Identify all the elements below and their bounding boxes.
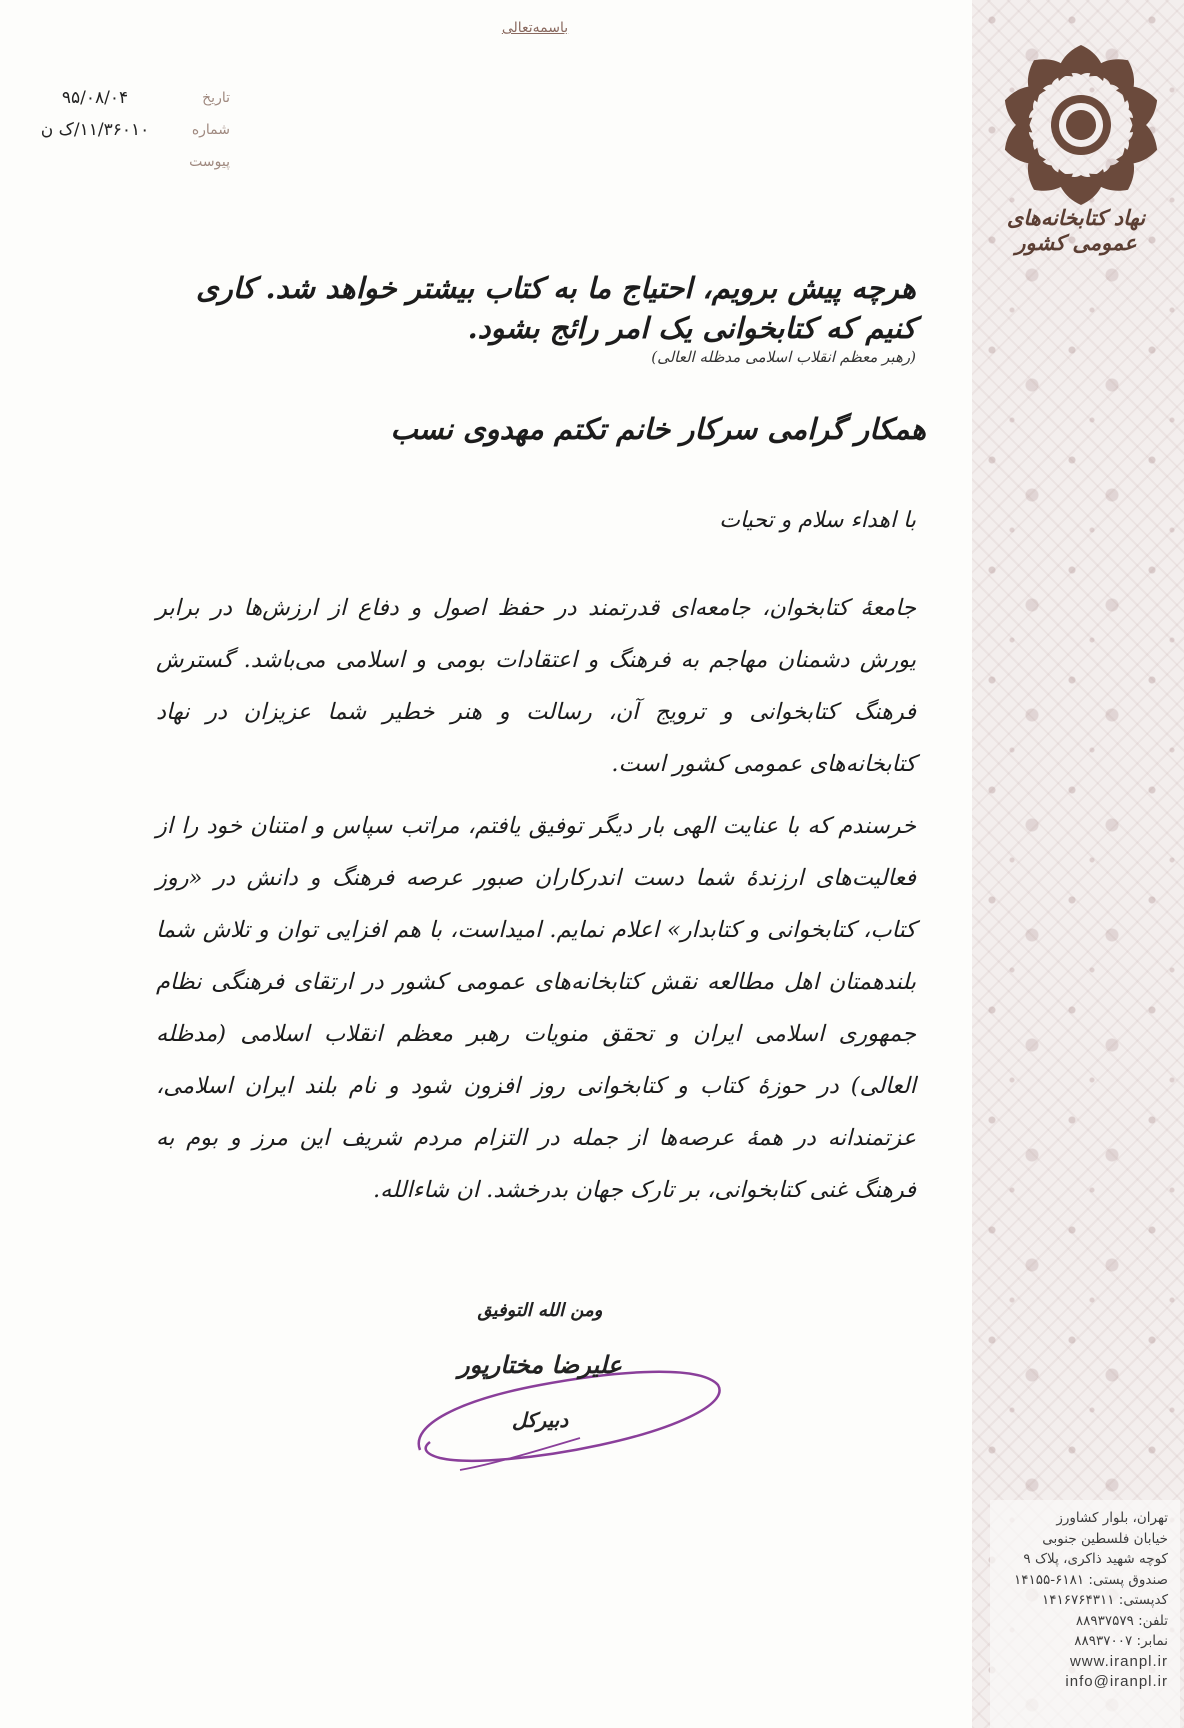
- letter-meta: [40, 90, 230, 186]
- contact-info: [996, 1508, 1168, 1693]
- website-link[interactable]: www.iranpl.ir: [1069, 1652, 1168, 1670]
- addressee: همکار گرامی سرکار خانم تکتم مهدوی نسب: [390, 412, 926, 446]
- email-link[interactable]: info@iranpl.ir: [1065, 1673, 1168, 1690]
- address-line-3: کوچه شهید ذاکری، پلاک ۹: [1023, 1551, 1168, 1567]
- organization-name: نهاد کتابخانه‌های عمومی کشور: [1006, 205, 1146, 255]
- attachment-label: پیوست: [189, 154, 230, 170]
- number-row: [40, 122, 230, 154]
- signature-block: [400, 1300, 680, 1460]
- phone: تلفن: ۸۸۹۳۷۵۷۹: [1075, 1612, 1168, 1629]
- address-line-1: تهران، بلوار کشاورز: [1056, 1510, 1168, 1526]
- signature-name: علیرضا مختارپور: [458, 1350, 622, 1379]
- leader-quote: هرچه پیش برویم، احتیاج ما به کتاب بیشتر خواهد شد. کاری کنیم که کتابخوانی یک امر رائج بشود.: [196, 271, 916, 345]
- bismillah-header: باسمه‌تعالی: [501, 20, 569, 36]
- decorative-pattern-strip: [972, 0, 1184, 1728]
- paragraph-1: جامعهٔ کتابخوان، جامعه‌ای قدرتمند در حفظ اصول و دفاع از ارزش‌ها در برابر یورش دشمنان مهاجم به فرهنگ و اعتقادات بومی و اسلامی می‌باشد. گسترش فرهنگ کتابخوانی و ترویج آن، رسالت و هنر خطیر شما عزیزان در نهاد کتابخانه‌های عمومی کشور است.: [156, 595, 916, 777]
- quote-source: (رهبر معظم انقلاب اسلامی مدظله العالی): [651, 348, 916, 366]
- attachment-row: [40, 154, 230, 186]
- paragraph-2: خرسندم که با عنایت الهی بار دیگر توفیق یافتم، مراتب سپاس و امتنان خود را از فعالیت‌های ارزندهٔ شما دست اندرکاران صبور عرصه فرهنگ و دانش در «روز کتاب، کتابخوانی و کتابدار» اعلام نمایم. امیداست، با هم افزایی توان و تلاش شما بلندهمتان اهل مطالعه نقش کتابخانه‌های عمومی کشور در ارتقای فرهنگی نظام جمهوری اسلامی ایران و تحقق منویات رهبر معظم انقلاب اسلامی (مدظله العالی) در حوزهٔ کتاب و کتابخوانی روز افزون شود و نام بلند ایران اسلامی، عزتمندانه در همهٔ عرصه‌ها از جمله در التزام مردم شریف این مرز و بوم به فرهنگ غنی کتابخوانی، بر تارک جهان بدرخشد. ان شاءالله.: [156, 813, 916, 1203]
- postal-code: کدپستی: ۱۴۱۶۷۶۴۳۱۱: [1042, 1592, 1168, 1608]
- signature-closing: ومن الله التوفیق: [477, 1300, 603, 1321]
- number-value: ۱۱/۳۶۰۱۰/ک ن: [40, 120, 150, 140]
- po-box: صندوق پستی: ۶۱۸۱-۱۴۱۵۵: [1013, 1571, 1168, 1588]
- greeting: با اهداء سلام و تحیات: [719, 508, 916, 533]
- date-row: [40, 90, 230, 122]
- date-value: ۹۵/۰۸/۰۴: [61, 88, 129, 108]
- signature-title: دبیرکل: [511, 1408, 569, 1432]
- date-label: تاریخ: [202, 90, 230, 106]
- organization-logo-icon: [996, 40, 1166, 210]
- fax: نمابر: ۸۸۹۳۷۰۰۷: [1074, 1633, 1168, 1649]
- number-label: شماره: [191, 122, 230, 138]
- address-line-2: خیابان فلسطین جنوبی: [1042, 1530, 1168, 1547]
